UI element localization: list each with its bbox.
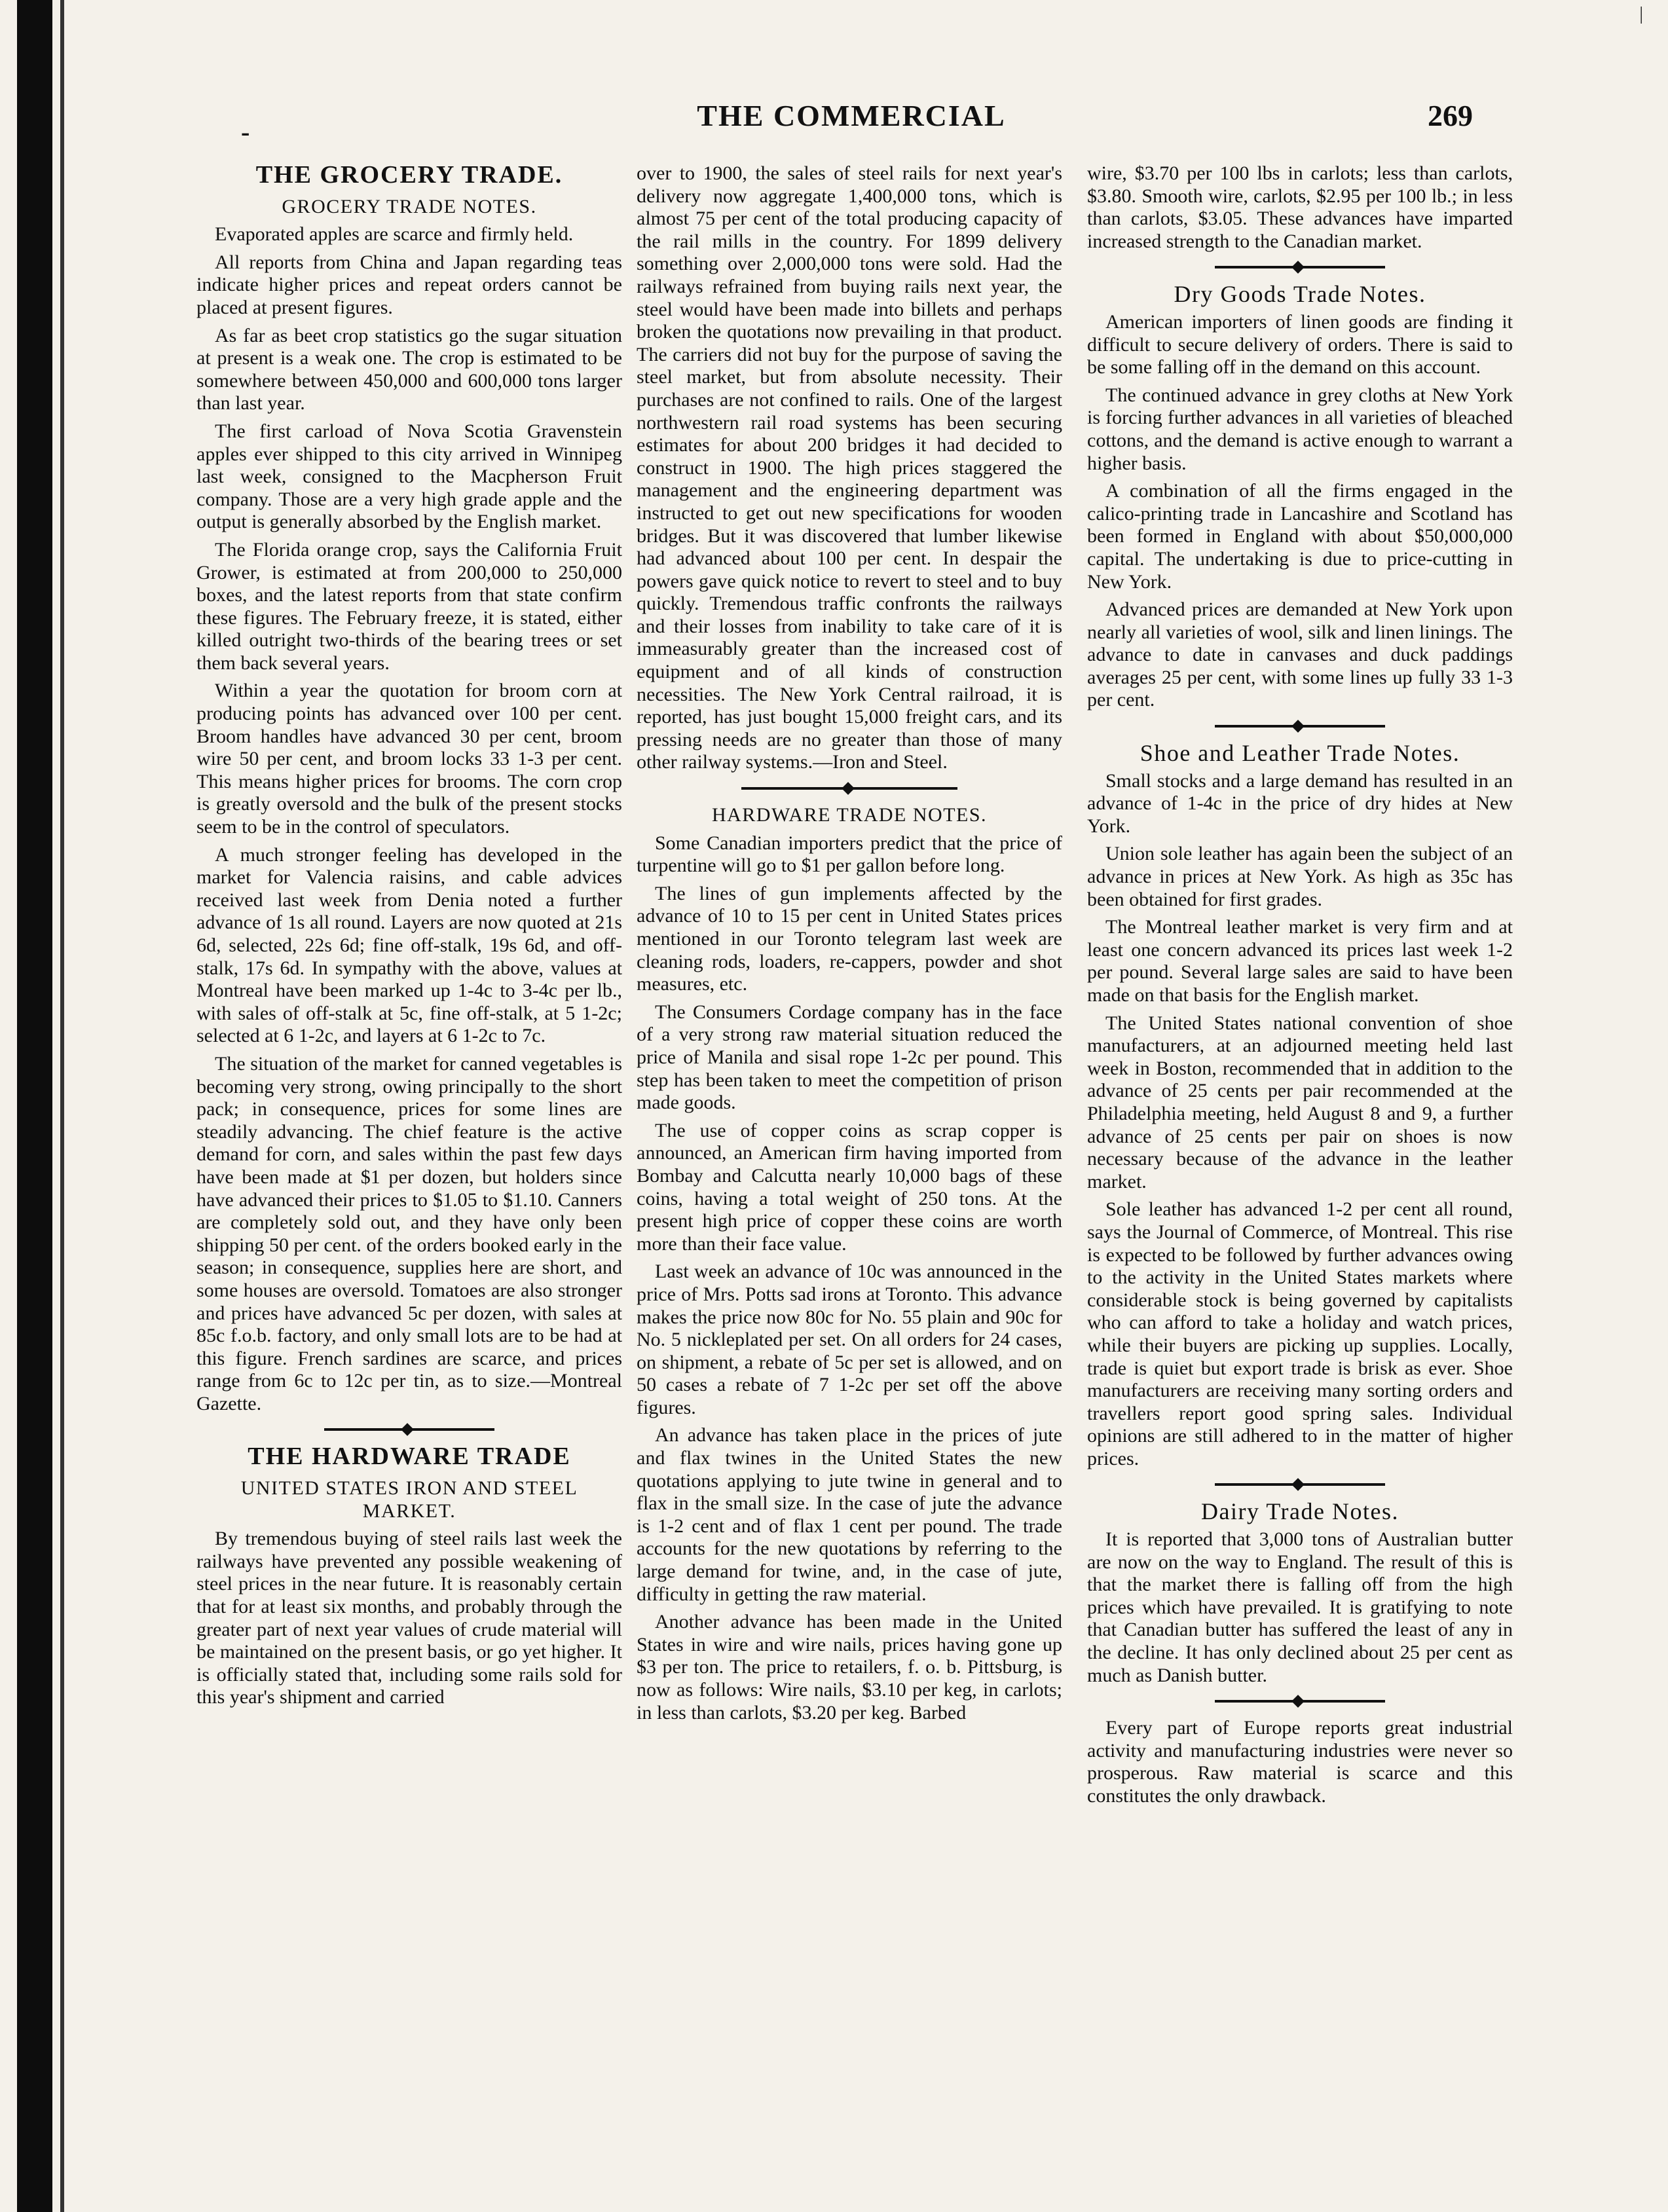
- paragraph: It is reported that 3,000 tons of Australian butter are now on the way to England. The result of this is that the market there is falling off from the high prices which have prevailed. It is gratifying to note that Canadian butter has suffered the least of any in the decline. It has only declined about 25 per cent as much as Danish butter.: [1087, 1528, 1513, 1686]
- paragraph: The first carload of Nova Scotia Gravenstein apples ever shipped to this city arrived in Winnipeg last week, consigned to the Macpherson Fruit company. Those are a very high grade apple and the output is generally absorbed by the English market.: [196, 420, 622, 533]
- column-1: [196, 162, 622, 1709]
- paragraph: By tremendous buying of steel rails last week the railways have prevented any possible weakening of steel prices in the near future. It is reasonably certain that for at least six months, and probably through the greater part of next year values of crude material will be maintained on the present basis, or go yet higher. It is officially stated that, including some rails sold for this year's shipment and carried: [196, 1528, 622, 1708]
- scan-edge-strip: [17, 0, 52, 2212]
- paragraph: Small stocks and a large demand has resulted in an advance of 1-4c in the price of dry hides at New York.: [1087, 769, 1513, 837]
- paragraph: The use of copper coins as scrap copper is announced, an American firm having imported from Bombay and Calcutta nearly 10,000 bags of these coins, having a total weight of 250 tons. At the present high price of copper these coins are worth more than their face value.: [637, 1119, 1062, 1255]
- paragraph: Some Canadian importers predict that the price of turpentine will go to $1 per gallon before long.: [637, 832, 1062, 877]
- paragraph: The lines of gun implements affected by the advance of 10 to 15 per cent in United States prices mentioned in our Toronto telegram last week are cleaning rods, loaders, re-cappers, powder and shot measures, etc.: [637, 882, 1062, 995]
- paragraph: Within a year the quotation for broom corn at producing points has advanced over 100 per cent. Broom handles have advanced 30 per cent, broom wire 50 per cent, and broom locks 33 1-3 per cent. This means higher prices for brooms. The corn crop is greatly oversold and the bulk of the present stocks seem to be in the control of speculators.: [196, 680, 622, 838]
- paragraph: The situation of the market for canned vegetables is becoming very strong, owing principally to the short pack; in consequence, prices for some lines are steadily advancing. The chief feature is the active demand for corn, and sales within the past few days have been made at $1 per dozen, but holders since have advanced their prices to $1.05 to $1.10. Canners are completely sold out, and they have only been shipping 50 per cent. of the orders booked early in the season; in consequence, supplies here are short, and some houses are oversold. Tomatoes are also stronger and prices have advanced 5c per dozen, with sales at 85c f.o.b. factory, and only small lots are to be had at this figure. French sardines are scarce, and prices range from 6c to 12c per tin, as to size.—Montreal Gazette.: [196, 1052, 622, 1414]
- paragraph-continued: wire, $3.70 per 100 lbs in carlots; less than carlots, $3.80. Smooth wire, carlots, $2.95 per 100 lb.; in less than carlots, $3.05. These advances have imparted increased strength to the Canadian market.: [1087, 162, 1513, 252]
- paragraph: Another advance has been made in the United States in wire and wire nails, prices having gone up $3 per ton. The price to retailers, f. o. b. Pittsburg, is now as follows: Wire nails, $3.10 per keg, in carlots; in less than carlots, $3.20 per keg. Barbed: [637, 1611, 1062, 1724]
- paragraph: Last week an advance of 10c was announced in the price of Mrs. Potts sad irons at Toronto. This advance makes the price now 80c for No. 55 plain and 90c for No. 5 nickleplated per set. On all orders for 24 cases, on shipment, a rebate of 5c per set is allowed, and on 50 cases a rebate of 7 1-2c per set off the above figures.: [637, 1261, 1062, 1418]
- paragraph: The Consumers Cordage company has in the face of a very strong raw material situation reduced the price of Manila and sisal rope 1-2c per pound. This step has been taken to meet the competition of prison made goods.: [637, 1001, 1062, 1114]
- paragraph: Union sole leather has again been the subject of an advance in prices at New York. As high as 35c has been obtained for first grades.: [1087, 843, 1513, 910]
- section-divider: [741, 787, 957, 790]
- paragraph: Every part of Europe reports great industrial activity and manufacturing industries were never so prosperous. Raw material is scarce and this constitutes the only drawback.: [1087, 1717, 1513, 1807]
- masthead: THE COMMERCIAL: [697, 99, 1006, 132]
- paragraph: As far as beet crop statistics go the sugar situation at present is a weak one. The crop is estimated to be somewhere between 450,000 and 600,000 tons larger than last year.: [196, 324, 622, 415]
- section-title-shoe-leather: Shoe and Leather Trade Notes.: [1140, 740, 1460, 767]
- paragraph: An advance has taken place in the prices of jute and flax twines in the United States the new quotations applying to jute twine in general and to flax in the small size. In the case of jute the advance is 1-2 cent and of flax 1 cent per pound. The trade accounts for the new quotations by referring to the large demand for twine, and, in the case of jute, difficulty in getting the raw material.: [637, 1424, 1062, 1605]
- section-title-grocery: THE GROCERY TRADE.: [255, 161, 563, 189]
- column-2: [637, 162, 1062, 1724]
- corner-mark: |: [1639, 4, 1643, 24]
- paragraph: The Florida orange crop, says the California Fruit Grower, is estimated at from 200,000 to 250,000 boxes, and the latest reports from that state confirm these figures. The February freeze, it is stated, either killed outright two-thirds of the bearing trees or set them back several years.: [196, 538, 622, 674]
- paragraph: A combination of all the firms engaged in the calico-printing trade in Lancashire and Scotland has been formed in England with about $50,000,000 capital. The undertaking is due to price-cutting in New York.: [1087, 480, 1513, 593]
- paragraph: The United States national convention of shoe manufacturers, at an adjourned meeting held last week in Boston, recommended that in addition to the advance of 25 cents per pair recommended at the Philadelphia meeting, held August 8 and 9, a further advance of 25 cents per pair on shoes is now necessary because of the advance in the leather market.: [1087, 1012, 1513, 1192]
- section-divider: [1215, 1700, 1385, 1703]
- paragraph: All reports from China and Japan regarding teas indicate higher prices and repeat orders cannot be placed at present figures.: [196, 251, 622, 318]
- paragraph: Sole leather has advanced 1-2 per cent all round, says the Journal of Commerce, of Montreal. This rise is expected to be followed by further advances owing to the activity in the United States markets where considerable stock is being governed by capitalists who can afford to take a holiday and watch prices, while their buyers are picking up supplies. Locally, trade is quiet but export trade is brisk as ever. Shoe manufacturers are receiving many sorting orders and travellers report good spring sales. Individual opinions are still adhered to in the matter of higher prices.: [1087, 1198, 1513, 1469]
- section-title-hardware: THE HARDWARE TRADE: [248, 1443, 571, 1471]
- subtitle-hardware-notes: HARDWARE TRADE NOTES.: [711, 804, 988, 826]
- section-title-dairy: Dairy Trade Notes.: [1201, 1498, 1399, 1525]
- paragraph: A much stronger feeling has developed in the market for Valencia raisins, and cable advices received last week from Denia noted a further advance of 1s all round. Layers are now quoted at 21s 6d, selected, 22s 6d; fine off-stalk, 19s 6d, and off-stalk, 17s 6d. In sympathy with the above, values at Montreal have been marked up 1-4c to 3-4c per lb., with sales of off-stalk at 5c, fine off-stalk, at 5 1-2c; selected at 6 1-2c, and layers at 6 1-2c to 7c.: [196, 843, 622, 1047]
- paragraph: American importers of linen goods are finding it difficult to secure delivery of orders. There is said to be some falling off in the demand on this account.: [1087, 310, 1513, 378]
- section-divider: [1215, 1483, 1385, 1486]
- column-3: [1087, 162, 1513, 1808]
- section-divider: [1215, 725, 1385, 728]
- paragraph: The continued advance in grey cloths at New York is forcing further advances in all varieties of bleached cottons, and the demand is active enough to warrant a higher basis.: [1087, 384, 1513, 474]
- paragraph: Advanced prices are demanded at New York upon nearly all varieties of wool, silk and linen linings. The advance to date in canvases and duck paddings averages 25 per cent, with some lines up fully 33 1-3 per cent.: [1087, 599, 1513, 711]
- section-divider: [324, 1428, 494, 1431]
- paragraph: The Montreal leather market is very firm and at least one concern advanced its prices last week 1-2 per pound. Several large sales are said to have been made on that basis for the English market.: [1087, 916, 1513, 1006]
- subtitle-us-iron-steel: UNITED STATES IRON AND STEEL MARKET.: [240, 1477, 578, 1522]
- section-divider: [1215, 266, 1385, 268]
- section-title-dry-goods: Dry Goods Trade Notes.: [1174, 281, 1426, 308]
- paragraph-continued: over to 1900, the sales of steel rails for next year's delivery now aggregate 1,400,000 tons, which is almost 75 per cent of the total producing capacity of the rail mills in the country. For 1899 delivery something over 2,000,000 tons were sold. Had the railways refrained from buying rails next year, the steel would have been made into billets and perhaps broken the quotations now prevailing in that product. The carriers did not buy for the purpose of saving the steel market, but from absolute necessity. Their purchases are not confined to rails. One of the largest northwestern rail road systems has been securing estimates for about 200 bridges it had decided to construct in 1900. The high prices staggered the management and the engineering department was instructed to get out new specifications for wooden bridges. But it was discovered that lumber likewise had advanced about 100 per cent. In despair the powers gave quick notice to revert to steel and to buy quickly. Tremendous traffic confronts the railways and their losses from inability to take care of it is immeasurably greater than the increased cost of equipment and of all kinds of construction necessities. The New York Central railroad, it is reported, has just bought 15,000 freight cars, and its pressing needs are no greater than those of many other railway systems.—Iron and Steel.: [637, 162, 1062, 773]
- paragraph: Evaporated apples are scarce and firmly held.: [215, 223, 574, 246]
- page-number: 269: [1428, 99, 1473, 132]
- subtitle-grocery-notes: GROCERY TRADE NOTES.: [282, 195, 537, 217]
- header-dash: -: [241, 117, 250, 147]
- scan-edge-line: [60, 0, 64, 2212]
